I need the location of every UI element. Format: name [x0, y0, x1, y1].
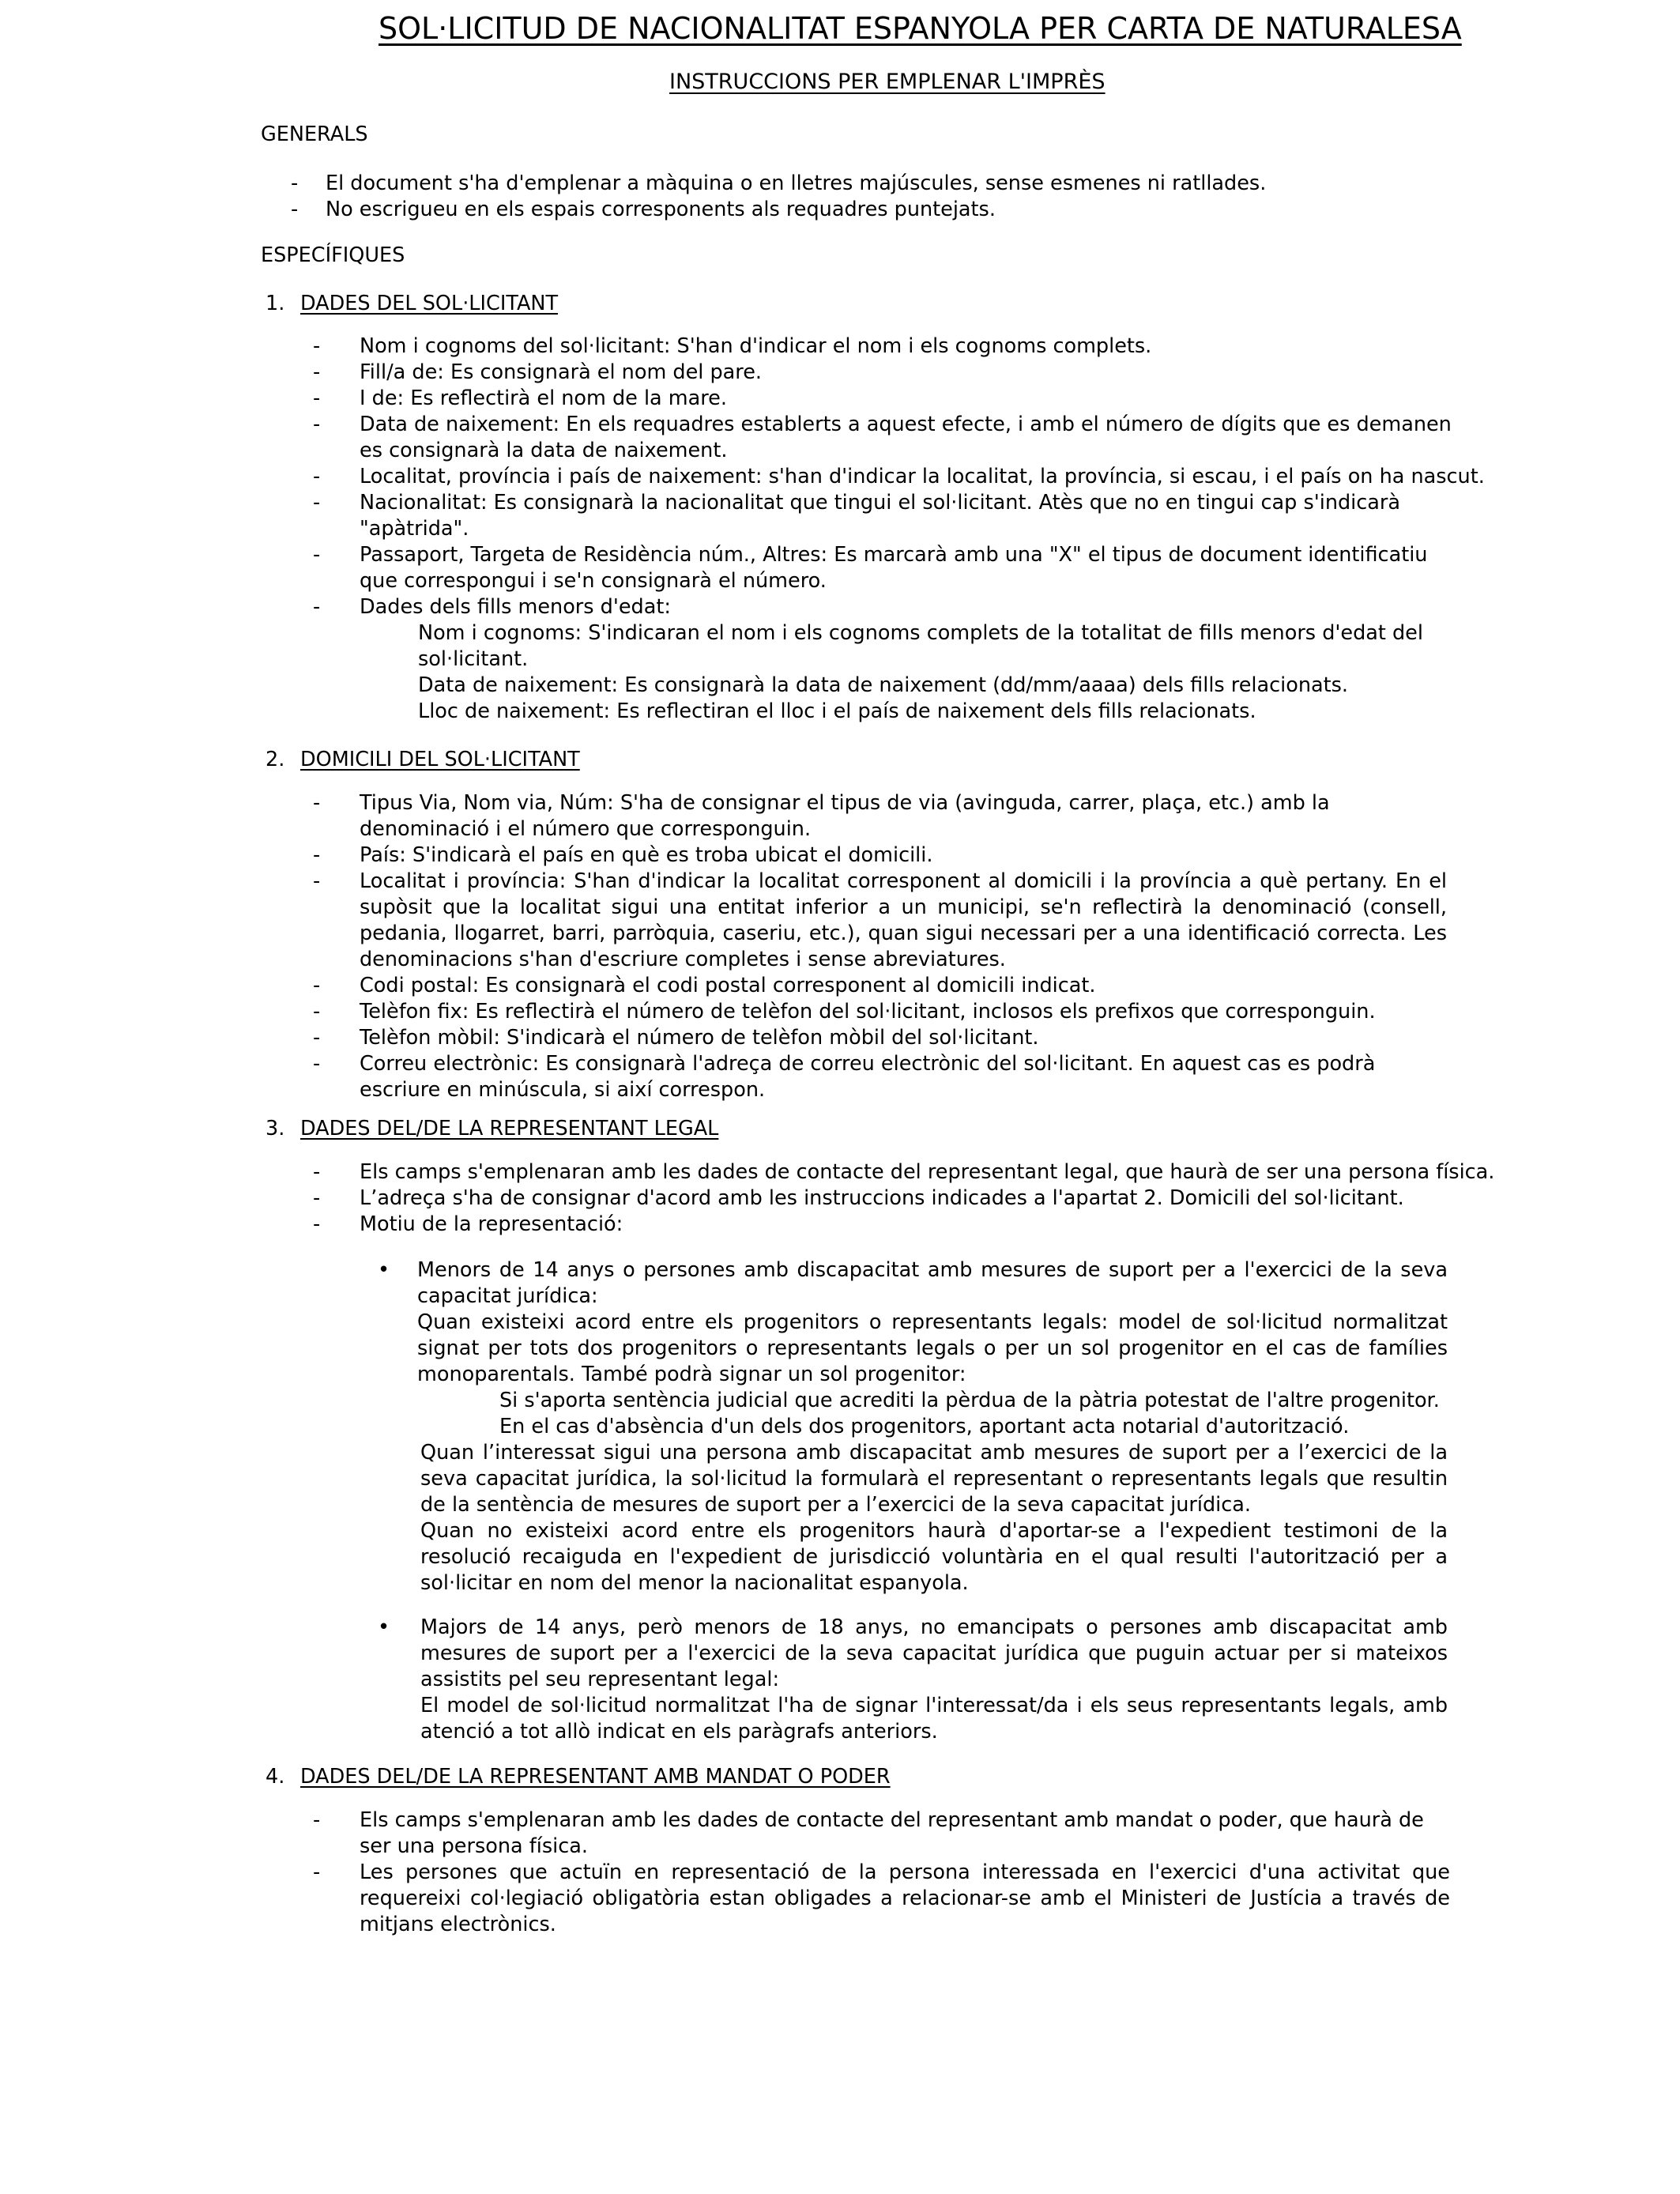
list-item: Els camps s'emplenaran amb les dades de contacte del representant amb mandat o poder, que haurà de ser una persona física.: [360, 1808, 1424, 1858]
section-number: 4.: [266, 1765, 285, 1789]
dash-marker: -: [313, 1186, 321, 1210]
dash-marker: -: [313, 1808, 321, 1832]
list-item: Codi postal: Es consignarà el codi postal corresponent al domicili indicat.: [360, 974, 1096, 997]
bullet-paragraph: Quan l’interessat sigui una persona amb discapacitat amb mesures de suport per a l’exercici de la seva capacitat jurídica, la sol·licitud la formularà el representant o representants legals que resultin de la sentència de mesures de suport per a l’exercici de la seva capacitat jurídica.: [420, 1441, 1448, 1517]
bullet-marker: •: [378, 1615, 390, 1639]
dash-marker: -: [313, 1000, 321, 1023]
generals-heading: GENERALS: [261, 123, 368, 146]
list-item: I de: Es reflectirà el nom de la mare.: [360, 386, 727, 410]
list-item: Tipus Via, Nom via, Núm: S'ha de consignar el tipus de via (avinguda, carrer, plaça, etc.) amb la denominació i el número que corresponguin.: [360, 791, 1330, 841]
dash-marker: -: [313, 491, 321, 515]
bullet-paragraph: Quan no existeixi acord entre els progenitors haurà d'aportar-se a l'expedient testimoni de la resolució recaiguda en l'expedient de jurisdicció voluntària en el qual resulti l'autorització per a sol·licitar en nom del menor la nacionalitat espanyola.: [420, 1519, 1448, 1595]
dash-marker: -: [313, 360, 321, 384]
dash-marker: -: [313, 465, 321, 488]
list-item: País: S'indicarà el país en què es troba ubicat el domicili.: [360, 843, 933, 867]
dash-marker: -: [313, 334, 321, 358]
dash-marker: -: [313, 1860, 321, 1884]
sub-paragraph: Si s'aporta sentència judicial que acrediti la pèrdua de la pàtria potestat de l'altre progenitor.: [499, 1389, 1440, 1412]
list-item: Nom i cognoms del sol·licitant: S'han d'indicar el nom i els cognoms complets.: [360, 334, 1152, 358]
fills-item: Nom i cognoms: S'indicaran el nom i els cognoms complets de la totalitat de fills menors d'edat del sol·licitant.: [418, 621, 1423, 671]
list-item: Correu electrònic: Es consignarà l'adreça de correu electrònic del sol·licitant. En aquest cas es podrà escriure en minúscula, si així correspon.: [360, 1052, 1376, 1102]
especifiques-heading: ESPECÍFIQUES: [261, 243, 405, 267]
dash-marker: -: [313, 869, 321, 893]
list-item: Les persones que actuïn en representació de la persona interessada en l'exercici d'una activitat que requereixi col·legiació obligatòria estan obligades a relacionar-se amb el Ministeri de Justícia a través de mitjans electrònics.: [360, 1860, 1450, 1936]
section-heading: DADES DEL/DE LA REPRESENTANT AMB MANDAT O PODER: [300, 1765, 891, 1789]
list-item: Localitat i província: S'han d'indicar la localitat corresponent al domicili i la província a què pertany. En el supòsit que la localitat sigui una entitat inferior a un municipi, se'n reflectirà la denominació (consell, pedania, llogarret, barri, parròquia, caseriu, etc.), quan sigui necessari per a una identificació correcta. Les denominacions s'han d'escriure completes i sense abreviatures.: [360, 869, 1447, 971]
section-number: 3.: [266, 1117, 285, 1140]
dash-marker: -: [313, 1026, 321, 1050]
list-item: Telèfon mòbil: S'indicarà el número de telèfon mòbil del sol·licitant.: [360, 1026, 1039, 1050]
section-heading: DADES DEL/DE LA REPRESENTANT LEGAL: [300, 1117, 719, 1140]
dash-marker: -: [291, 198, 299, 221]
generals-item: No escrigueu en els espais corresponents als requadres puntejats.: [326, 198, 996, 221]
fills-item: Data de naixement: Es consignarà la data de naixement (dd/mm/aaaa) dels fills relacionats.: [418, 673, 1348, 697]
list-item: Fill/a de: Es consignarà el nom del pare.: [360, 360, 762, 384]
list-item: Dades dels fills menors d'edat:: [360, 595, 671, 619]
bullet-lead: Menors de 14 anys o persones amb discapacitat amb mesures de suport per a l'exercici de la seva capacitat jurídica:: [417, 1258, 1448, 1308]
dash-marker: -: [313, 843, 321, 867]
bullet-marker: •: [378, 1258, 390, 1282]
dash-marker: -: [313, 974, 321, 997]
dash-marker: -: [313, 1212, 321, 1236]
bullet-paragraph: Quan existeixi acord entre els progenitors o representants legals: model de sol·licitud normalitzat signat per tots dos progenitors o representants legals o per un sol progenitor en el cas de famílies monoparentals. També podrà signar un sol progenitor:: [417, 1310, 1448, 1386]
fills-item: Lloc de naixement: Es reflectiran el lloc i el país de naixement dels fills relacionats.: [418, 699, 1256, 723]
list-item: Motiu de la representació:: [360, 1212, 623, 1236]
section-heading: DADES DEL SOL·LICITANT: [300, 292, 559, 315]
section-heading: DOMICILI DEL SOL·LICITANT: [300, 748, 580, 771]
section-number: 2.: [266, 748, 285, 771]
sub-paragraph: En el cas d'absència d'un dels dos progenitors, aportant acta notarial d'autorització.: [499, 1415, 1350, 1438]
list-item: Els camps s'emplenaran amb les dades de contacte del representant legal, que haurà de ser una persona física.: [360, 1160, 1495, 1184]
list-item: Nacionalitat: Es consignarà la nacionalitat que tingui el sol·licitant. Atès que no en tingui cap s'indicarà "apàtrida".: [360, 491, 1401, 541]
list-item: Passaport, Targeta de Residència núm., Altres: Es marcarà amb una "X" el tipus de document identificatiu que correspongui i se'n consignarà el número.: [360, 543, 1428, 593]
section-number: 1.: [266, 292, 285, 315]
dash-marker: -: [313, 1160, 321, 1184]
generals-item: El document s'ha d'emplenar a màquina o en lletres majúscules, sense esmenes ni ratllades.: [326, 172, 1267, 195]
dash-marker: -: [313, 1052, 321, 1076]
list-item: L’adreça s'ha de consignar d'acord amb les instruccions indicades a l'apartat 2. Domicili del sol·licitant.: [360, 1186, 1404, 1210]
page-subtitle: INSTRUCCIONS PER EMPLENAR L'IMPRÈS: [669, 70, 1106, 94]
list-item: Telèfon fix: Es reflectirà el número de telèfon del sol·licitant, inclosos els prefixos que corresponguin.: [360, 1000, 1376, 1023]
dash-marker: -: [291, 172, 299, 195]
bullet-lead: Majors de 14 anys, però menors de 18 anys, no emancipats o persones amb discapacitat amb mesures de suport per a l'exercici de la seva capacitat jurídica que puguin actuar per si mateixos assistits pel seu representant legal:: [420, 1615, 1448, 1691]
bullet-paragraph: El model de sol·licitud normalitzat l'ha de signar l'interessat/da i els seus representants legals, amb atenció a tot allò indicat en els paràgrafs anteriors.: [420, 1694, 1448, 1744]
dash-marker: -: [313, 386, 321, 410]
page-title: SOL·LICITUD DE NACIONALITAT ESPANYOLA PER CARTA DE NATURALESA: [379, 11, 1462, 46]
dash-marker: -: [313, 413, 321, 436]
dash-marker: -: [313, 595, 321, 619]
dash-marker: -: [313, 791, 321, 815]
dash-marker: -: [313, 543, 321, 567]
list-item: Localitat, província i país de naixement: s'han d'indicar la localitat, la província, si escau, i el país on ha nascut.: [360, 465, 1485, 488]
list-item: Data de naixement: En els requadres establerts a aquest efecte, i amb el número de dígits que es demanen es consignarà la data de naixement.: [360, 413, 1452, 462]
